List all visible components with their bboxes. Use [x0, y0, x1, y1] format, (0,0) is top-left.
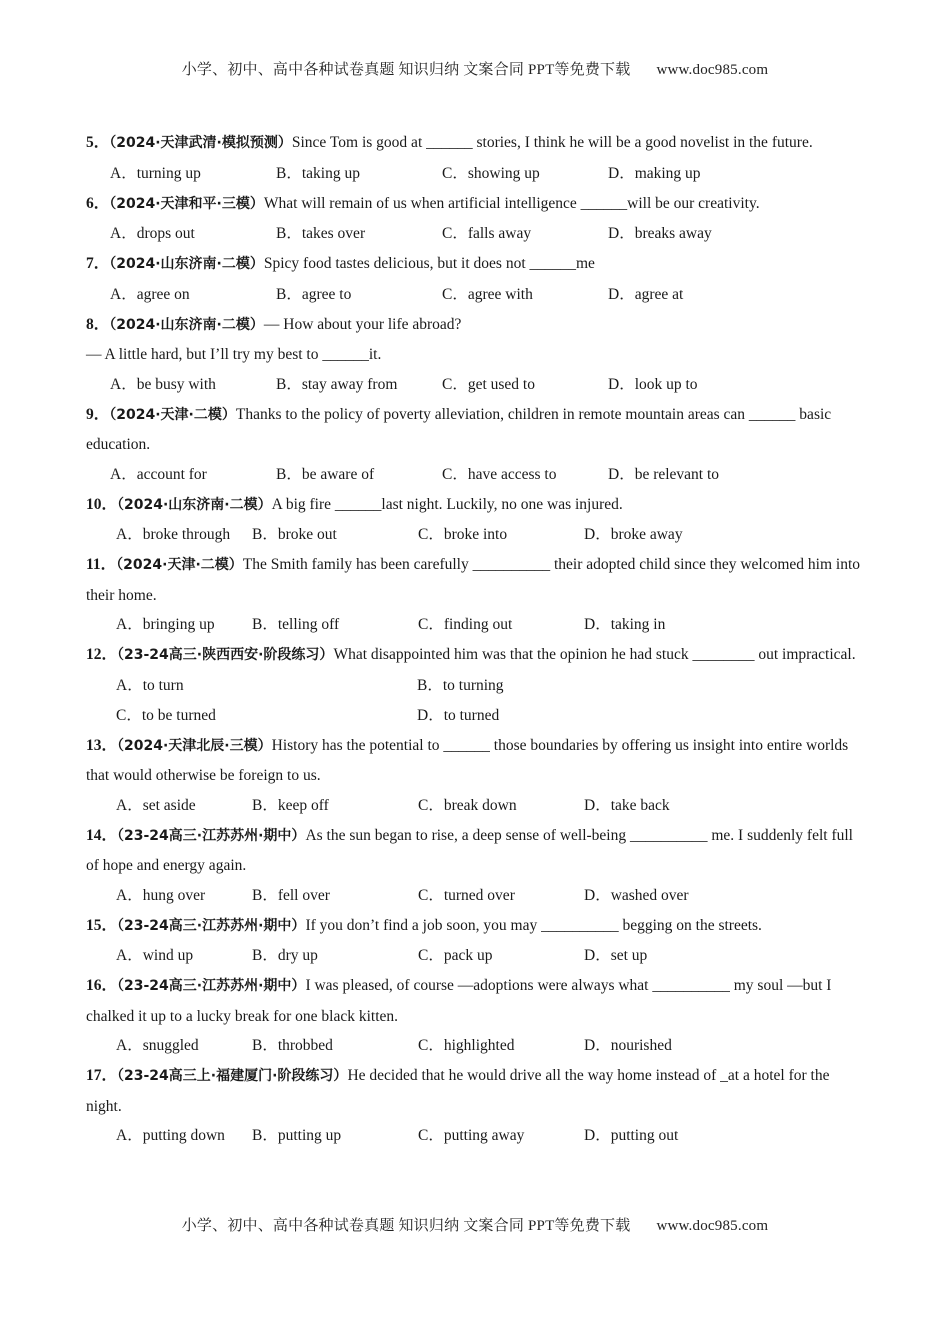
- question-stem: If you don’t find a job soon, you may __________ begging on the streets.: [305, 916, 762, 934]
- option-row: [86, 941, 866, 971]
- option-d[interactable]: D．to turned: [417, 706, 500, 724]
- question-stem: I was pleased, of course —adoptions were always what __________ my soul —but I chalked it up to a lucky break for one black kitten.: [86, 977, 832, 1025]
- option-b[interactable]: B．putting up: [252, 1127, 342, 1144]
- option-row: [86, 671, 866, 701]
- question-8: [86, 310, 866, 400]
- option-d[interactable]: D．breaks away: [608, 225, 712, 242]
- header-text: 小学、初中、高中各种试卷真题 知识归纳 文案合同 PPT等免费下载: [181, 62, 631, 78]
- option-b[interactable]: B．agree to: [276, 285, 352, 303]
- option-b[interactable]: B．keep off: [252, 796, 329, 814]
- option-a[interactable]: A．broke through: [116, 526, 231, 543]
- option-row: [86, 460, 866, 490]
- option-b[interactable]: B．telling off: [252, 616, 340, 633]
- question-source: （2024·天津·二模）: [116, 557, 243, 573]
- question-stem: Since Tom is good at ______ stories, I think he will be a good novelist in the future.: [291, 134, 813, 151]
- question-stem: As the sun began to rise, a deep sense of well-being __________ me. I suddenly felt full of hope and energy again.: [86, 826, 853, 874]
- question-number: 15．: [86, 916, 118, 934]
- question-stem: A big fire ______last night. Luckily, no one was injured.: [271, 495, 623, 513]
- question-stem: The Smith family has been carefully __________ their adopted child since they welcomed him into their home.: [86, 556, 861, 604]
- question-number: 16．: [86, 977, 118, 994]
- question-16: [86, 971, 866, 1061]
- question-stem: He decided that he would drive all the way home instead of _at a hotel for the night.: [86, 1067, 830, 1115]
- question-source: （23-24高三上·福建厦门·阶段练习）: [117, 1068, 348, 1084]
- option-row: [86, 280, 866, 310]
- question-source: （23-24高三·江苏苏州·期中）: [117, 827, 306, 844]
- option-c[interactable]: C．broke into: [418, 526, 508, 543]
- question-number: 11．: [86, 556, 117, 573]
- question-source: （23-24高三·陕西西安·阶段练习）: [117, 647, 334, 663]
- header-url[interactable]: www.doc985.com: [656, 62, 769, 78]
- question-5: [86, 128, 866, 189]
- option-a[interactable]: A．turning up: [110, 164, 201, 182]
- option-d[interactable]: D．taking in: [584, 616, 666, 633]
- question-source: （2024·天津武清·模拟预测）: [109, 135, 292, 151]
- question-9: [86, 400, 866, 490]
- footer-url[interactable]: www.doc985.com: [656, 1218, 769, 1234]
- option-row: [86, 370, 866, 400]
- option-d[interactable]: D．agree at: [608, 285, 684, 303]
- option-row: [86, 791, 866, 821]
- question-stem-reply: — A little hard, but I’ll try my best to ______it.: [86, 346, 382, 363]
- option-c[interactable]: C．pack up: [418, 947, 493, 964]
- option-c[interactable]: C．get used to: [442, 375, 535, 393]
- question-number: 12．: [86, 646, 118, 663]
- question-stem: Spicy food tastes delicious, but it does not ______me: [263, 255, 595, 272]
- option-b[interactable]: B．to turning: [417, 676, 504, 694]
- question-12: [86, 640, 866, 731]
- question-13: [86, 731, 866, 821]
- option-c[interactable]: C．showing up: [442, 164, 540, 182]
- question-15: [86, 911, 866, 972]
- option-row: [86, 1031, 866, 1061]
- question-17: [86, 1061, 866, 1151]
- option-d[interactable]: D．broke away: [584, 526, 683, 543]
- option-c[interactable]: C．highlighted: [418, 1037, 515, 1054]
- option-a[interactable]: A．snuggled: [116, 1037, 199, 1054]
- question-source: （2024·山东济南·二模）: [117, 496, 272, 513]
- option-b[interactable]: B．broke out: [252, 526, 337, 543]
- option-b[interactable]: B．stay away from: [276, 375, 398, 393]
- question-stem: What disappointed him was that the opinion he had stuck ________ out impractical.: [333, 646, 856, 663]
- question-source: （2024·山东济南·二模）: [109, 256, 264, 272]
- question-number: 10．: [86, 495, 118, 513]
- option-a[interactable]: A．drops out: [110, 225, 195, 242]
- question-stem: Thanks to the policy of poverty alleviation, children in remote mountain areas can ______ basic education.: [86, 405, 832, 453]
- question-source: （23-24高三·江苏苏州·期中）: [117, 917, 306, 934]
- option-d[interactable]: D．take back: [584, 796, 670, 814]
- question-10: [86, 490, 866, 551]
- page-header: [0, 58, 950, 79]
- question-number: 9．: [86, 405, 110, 423]
- option-row: [86, 520, 866, 550]
- question-6: [86, 189, 866, 250]
- option-b[interactable]: B．fell over: [252, 886, 330, 904]
- option-row: [86, 219, 866, 249]
- option-a[interactable]: A．account for: [110, 465, 207, 483]
- option-a[interactable]: A．wind up: [116, 947, 194, 964]
- option-b[interactable]: B．dry up: [252, 947, 318, 964]
- option-d[interactable]: D．be relevant to: [608, 465, 720, 483]
- option-a[interactable]: A．be busy with: [110, 375, 216, 393]
- question-source: （2024·山东济南·二模）: [109, 316, 264, 333]
- option-c[interactable]: C．finding out: [418, 616, 513, 633]
- option-c[interactable]: C．break down: [418, 796, 517, 814]
- option-d[interactable]: D．set up: [584, 947, 648, 964]
- option-a[interactable]: A．agree on: [110, 285, 190, 303]
- footer-text: 小学、初中、高中各种试卷真题 知识归纳 文案合同 PPT等免费下载: [181, 1218, 631, 1234]
- option-c[interactable]: C．to be turned: [116, 706, 216, 724]
- option-b[interactable]: B．taking up: [276, 164, 360, 182]
- question-stem: What will remain of us when artificial intelligence ______will be our creativity.: [263, 194, 760, 212]
- question-14: [86, 821, 866, 911]
- question-7: [86, 249, 866, 310]
- option-row: [86, 1121, 866, 1151]
- option-d[interactable]: D．putting out: [584, 1127, 679, 1144]
- question-source: （2024·天津·二模）: [109, 406, 236, 423]
- question-11: [86, 550, 866, 640]
- question-list: [86, 128, 866, 1151]
- option-d[interactable]: D．look up to: [608, 375, 698, 393]
- option-a[interactable]: A．set aside: [116, 796, 196, 814]
- page-footer: [0, 1214, 950, 1235]
- option-b[interactable]: B．throbbed: [252, 1037, 333, 1054]
- option-d[interactable]: D．washed over: [584, 886, 689, 904]
- question-source: （2024·天津和平·三模）: [109, 195, 264, 212]
- question-source: （2024·天津北辰·三模）: [117, 737, 272, 754]
- question-stem: — How about your life abroad?: [263, 315, 462, 333]
- option-row: [86, 701, 866, 731]
- option-c[interactable]: C．have access to: [442, 465, 557, 483]
- question-number: 17．: [86, 1067, 118, 1084]
- option-d[interactable]: D．making up: [608, 164, 701, 182]
- option-c[interactable]: C．falls away: [442, 225, 532, 242]
- option-row: [86, 881, 866, 911]
- question-number: 13．: [86, 736, 118, 754]
- question-number: 6．: [86, 194, 110, 212]
- option-row: [86, 610, 866, 640]
- question-number: 7．: [86, 255, 110, 272]
- option-c[interactable]: C．putting away: [418, 1127, 525, 1144]
- option-c[interactable]: C．turned over: [418, 886, 515, 904]
- question-number: 8．: [86, 315, 110, 333]
- question-stem: History has the potential to ______ those boundaries by offering us insight into entire worlds that would otherwise be foreign to us.: [86, 736, 849, 784]
- question-number: 14．: [86, 826, 118, 844]
- option-b[interactable]: B．takes over: [276, 225, 366, 242]
- question-source: （23-24高三·江苏苏州·期中）: [117, 978, 306, 994]
- option-c[interactable]: C．agree with: [442, 285, 533, 303]
- question-number: 5．: [86, 134, 110, 151]
- option-row: [86, 159, 866, 189]
- option-b[interactable]: B．be aware of: [276, 465, 375, 483]
- option-a[interactable]: A．putting down: [116, 1127, 225, 1144]
- option-a[interactable]: A．to turn: [116, 676, 184, 694]
- option-d[interactable]: D．nourished: [584, 1037, 672, 1054]
- option-a[interactable]: A．hung over: [116, 886, 206, 904]
- option-a[interactable]: A．bringing up: [116, 616, 215, 633]
